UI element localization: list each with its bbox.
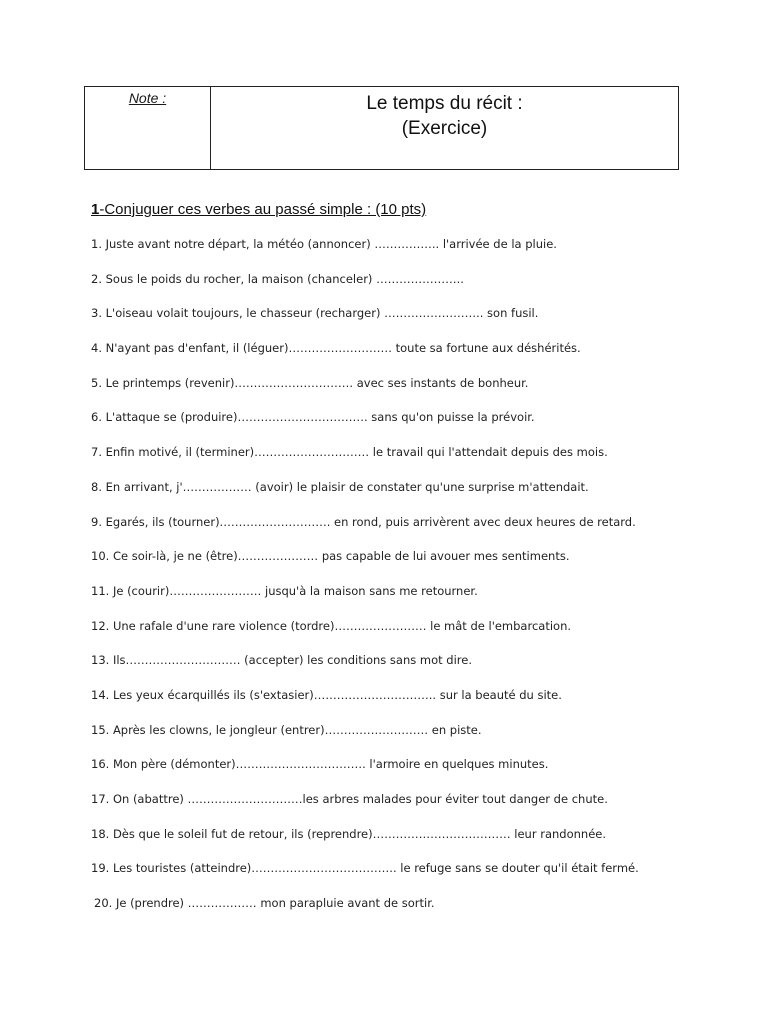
- page-subtitle: (Exercice): [401, 118, 488, 139]
- exercise-item: 16. Mon père (démonter)……………………………. l'armoire en quelques minutes.: [91, 757, 549, 772]
- header-table: [84, 86, 679, 170]
- exercise-item: 12. Une rafale d'une rare violence (tordre)…………………… le mât de l'embarcation.: [91, 618, 572, 633]
- exercise-item: 17. On (abattre) …………………………les arbres malades pour éviter tout danger de chute.: [91, 792, 608, 806]
- section-number: 1: [91, 201, 100, 218]
- exercise-item: 13. Ils………………………… (accepter) les conditions sans mot dire.: [91, 653, 472, 668]
- exercise-item: 8. En arrivant, j'……………… (avoir) le plaisir de constater qu'une surprise m'attendait.: [91, 479, 589, 494]
- title-cell: [211, 87, 678, 169]
- note-cell: [85, 87, 211, 169]
- exercise-item: 11. Je (courir)…………………… jusqu'à la maison sans me retourner.: [91, 583, 478, 598]
- exercise-list: [91, 236, 691, 930]
- section-heading: [91, 201, 426, 218]
- exercise-item: 18. Dès que le soleil fut de retour, ils (reprendre)……………………………… leur randonnée.: [91, 826, 606, 841]
- exercise-item: 7. Enfin motivé, il (terminer)………………………… le travail qui l'attendait depuis des mois.: [91, 445, 608, 460]
- exercise-item: 15. Après les clowns, le jongleur (entrer)……………………… en piste.: [91, 722, 482, 737]
- exercise-item: 4. N'ayant pas d'enfant, il (léguer)……………………… toute sa fortune aux déshérités.: [91, 341, 581, 356]
- exercise-item: 1. Juste avant notre départ, la météo (annoncer) …………….. l'arrivée de la pluie.: [91, 237, 557, 251]
- exercise-item: 19. Les touristes (atteindre)……………………………….. le refuge sans se douter qu'il était fermé.: [91, 861, 639, 876]
- exercise-item: 5. Le printemps (revenir)…………………………. avec ses instants de bonheur.: [91, 375, 529, 390]
- exercise-item: 6. L'attaque se (produire)……………………………. sans qu'on puisse la prévoir.: [91, 410, 535, 425]
- page-title: Le temps du récit :: [366, 93, 523, 114]
- exercise-item: 20. Je (prendre) ……………… mon parapluie avant de sortir.: [94, 896, 435, 911]
- exercise-item: 10. Ce soir-là, je ne (être)………………… pas capable de lui avouer mes sentiments.: [91, 549, 570, 564]
- exercise-item: 2. Sous le poids du rocher, la maison (chanceler) …………………..: [91, 271, 464, 286]
- exercise-item: 3. L'oiseau volait toujours, le chasseur (recharger) …………………….. son fusil.: [91, 306, 539, 321]
- note-label: Note :: [128, 90, 167, 106]
- exercise-item: 14. Les yeux écarquillés ils (s'extasier)………………………….. sur la beauté du site.: [91, 687, 562, 702]
- section-heading-text: -Conjuguer ces verbes au passé simple : (10 pts): [99, 201, 427, 218]
- exercise-item: 9. Egarés, ils (tourner).………………………. en rond, puis arrivèrent avec deux heures de retard.: [91, 514, 636, 529]
